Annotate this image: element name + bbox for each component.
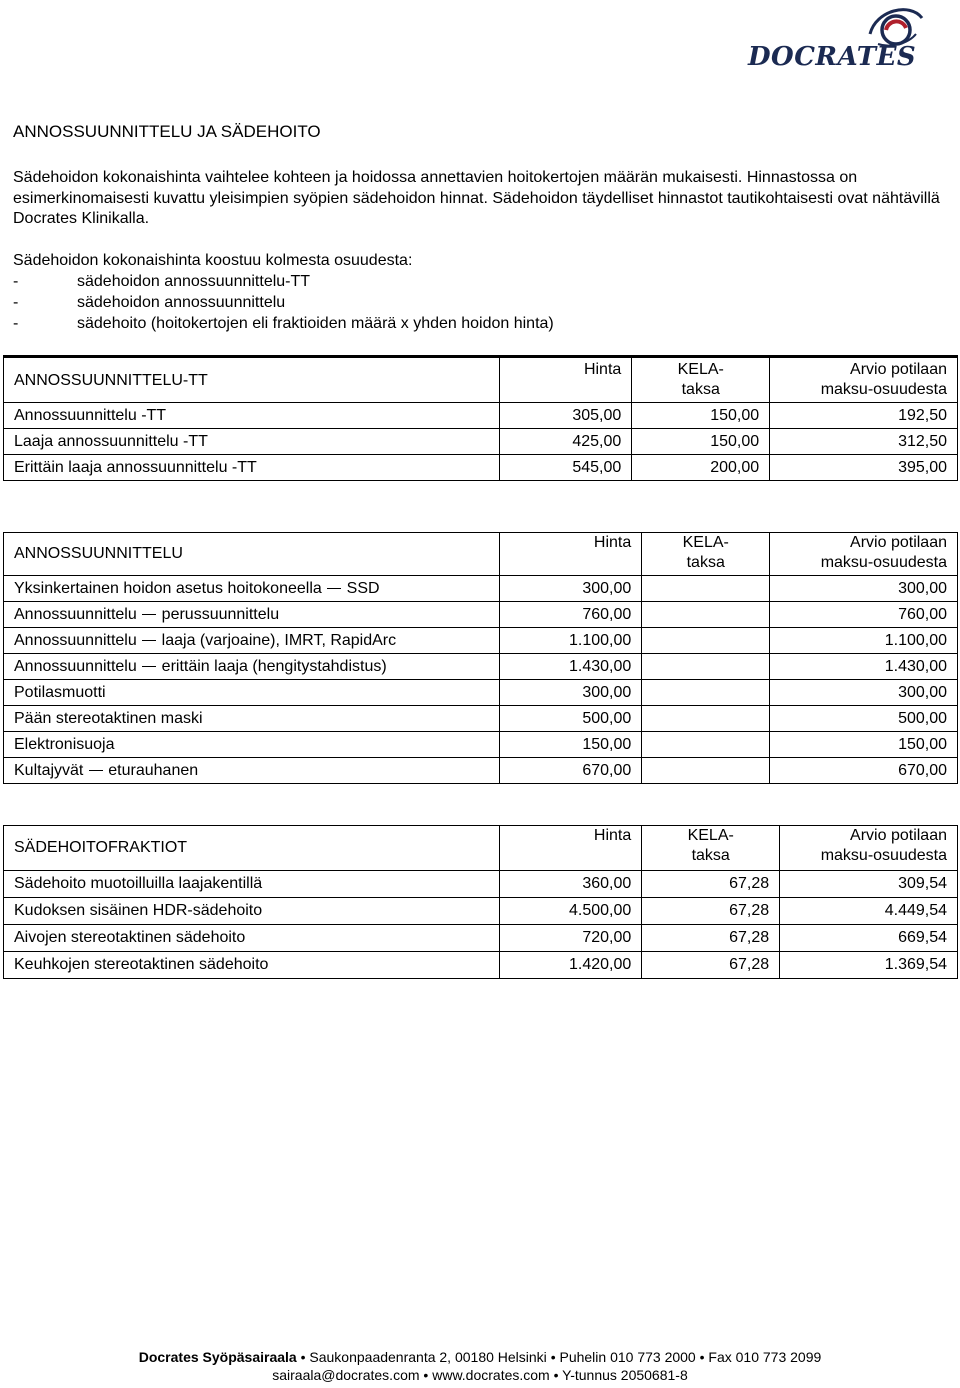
- kela-header: KELA- taksa: [642, 533, 770, 576]
- footer-hospital-name: Docrates Syöpäsairaala: [138, 1349, 297, 1365]
- composition-item: - sädehoidon annossuunnittelu-TT: [13, 273, 311, 290]
- patient-header: Arvio potilaan maksu-osuudesta: [780, 826, 958, 871]
- footer-address: Saukonpaadenranta 2, 00180 Helsinki: [309, 1349, 547, 1365]
- table-row: Aivojen stereotaktinen sädehoito 720,00 67,28 669,54: [4, 925, 958, 952]
- table-header-row: [4, 826, 958, 871]
- price-header: Hinta: [500, 357, 632, 403]
- table-row: Keuhkojen stereotaktinen sädehoito 1.420,00 67,28 1.369,54: [4, 952, 958, 979]
- table-header-row: [4, 357, 958, 403]
- composition-item: - sädehoito (hoitokertojen eli fraktioiden määrä x yhden hoidon hinta): [13, 315, 554, 332]
- footer-website[interactable]: www.docrates.com: [432, 1367, 550, 1383]
- table-sadehoitofraktiot: [3, 825, 958, 979]
- footer-line-2: sairaala@docrates.com • www.docrates.com • Y-tunnus 2050681-8: [272, 1367, 688, 1383]
- table-title: SÄDEHOITOFRAKTIOT: [4, 826, 500, 871]
- footer-fax: Fax 010 773 2099: [708, 1349, 822, 1365]
- table-row: Potilasmuotti 300,00 300,00: [4, 680, 958, 706]
- footer-business-id: Y-tunnus 2050681-8: [562, 1367, 688, 1383]
- table-annossuunnittelu: [3, 532, 958, 784]
- table-header-row: [4, 533, 958, 576]
- composition-item: - sädehoidon annossuunnittelu: [13, 294, 286, 311]
- page-title: ANNOSSUUNNITTELU JA SÄDEHOITO: [13, 122, 321, 141]
- table-row: Erittäin laaja annossuunnittelu -TT 545,00 200,00 395,00: [4, 455, 958, 481]
- table-row: Annossuunnittelu perussuunnittelu 760,00 760,00: [4, 602, 958, 628]
- price-header: Hinta: [500, 826, 642, 871]
- docrates-logo: [748, 4, 926, 74]
- price-header: Hinta: [500, 533, 642, 576]
- table-annossuunnittelu-tt: [3, 355, 958, 481]
- footer-phone: Puhelin 010 773 2000: [559, 1349, 696, 1365]
- footer-email[interactable]: sairaala@docrates.com: [272, 1367, 420, 1383]
- table-row: Kultajyvät eturauhanen 670,00 670,00: [4, 758, 958, 784]
- table-row: Kudoksen sisäinen HDR-sädehoito 4.500,00 67,28 4.449,54: [4, 898, 958, 925]
- composition-heading: Sädehoidon kokonaishinta koostuu kolmesta osuudesta:: [13, 252, 413, 269]
- patient-header: Arvio potilaan maksu-osuudesta: [770, 533, 958, 576]
- table-row: Sädehoito muotoilluilla laajakentillä 360,00 67,28 309,54: [4, 871, 958, 898]
- table-row: Annossuunnittelu erittäin laaja (hengitystahdistus) 1.430,00 1.430,00: [4, 654, 958, 680]
- footer-line-1: Docrates Syöpäsairaala • Saukonpaadenranta 2, 00180 Helsinki • Puhelin 010 773 2000 • Fax 010 773 2099: [138, 1349, 822, 1365]
- kela-header: KELA- taksa: [632, 357, 770, 403]
- logo-wordmark: DOCRATES: [748, 42, 917, 72]
- table-row: Annossuunnittelu laaja (varjoaine), IMRT, RapidArc 1.100,00 1.100,00: [4, 628, 958, 654]
- table-row: Pään stereotaktinen maski 500,00 500,00: [4, 706, 958, 732]
- table-row: Annossuunnittelu -TT 305,00 150,00 192,50: [4, 403, 958, 429]
- price-composition: [13, 250, 554, 334]
- table-row: Yksinkertainen hoidon asetus hoitokoneella SSD 300,00 300,00: [4, 576, 958, 602]
- intro-paragraph: Sädehoidon kokonaishinta vaihtelee kohteen ja hoidossa annettavien hoitokertojen määrän mukaisesti. Hinnastossa on esimerkinomaisesti kuvattu yleisimpien syöpien sädehoidon hinnat. Sädehoidon täydelliset hinnastot tautikohtaisesti ovat nähtävillä Docrates Klinikalla.: [13, 169, 940, 227]
- table-row: Elektronisuoja 150,00 150,00: [4, 732, 958, 758]
- table-title: ANNOSSUUNNITTELU: [4, 533, 500, 576]
- table-title: ANNOSSUUNNITTELU-TT: [4, 357, 500, 403]
- table-row: Laaja annossuunnittelu -TT 425,00 150,00 312,50: [4, 429, 958, 455]
- patient-header: Arvio potilaan maksu-osuudesta: [770, 357, 958, 403]
- kela-header: KELA- taksa: [642, 826, 780, 871]
